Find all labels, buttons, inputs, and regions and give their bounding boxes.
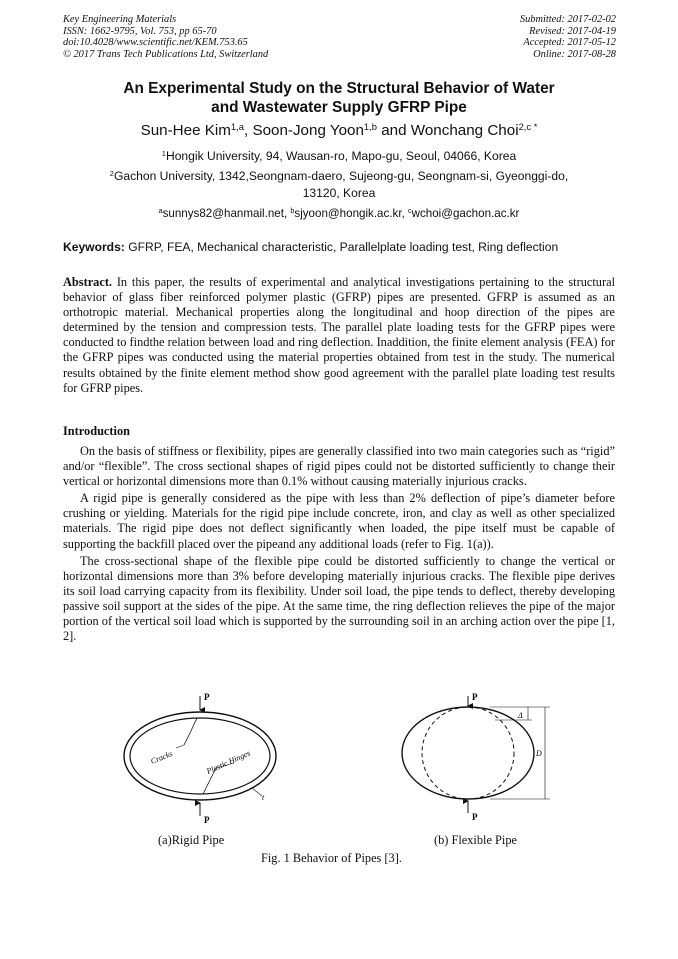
author-1: Sun-Hee Kim [140,122,231,139]
plastic-hinges-label: Plastic Hinges [205,748,252,776]
figure-caption: Fig. 1 Behavior of Pipes [3]. [261,851,402,865]
paragraph-3: The cross-sectional shape of the flexible pipe could be distorted sufficiently to change the vertical or horizontal dimensions more than 3% before developing materially injurious cracks. The flexible pipe derives its soil load carrying capacity from its flexibility. Under soil load, the pipe tends to deflect, thereby developing passive soil support at the sides of the pipe. At the same time, the ring deflection relieves the pipe of the major portion of the vertical soil load which is supported by the surrounding soil in an arching action over the pipe [1, 2]. [63,553,615,644]
journal-info [63,14,268,60]
paper-title [63,80,615,117]
keywords-text: GFRP, FEA, Mechanical characteristic, Parallelplate loading test, Ring deflection [124,240,559,254]
paragraph-1: On the basis of stiffness or flexibility, pipes are generally classified into two main categories such as “rigid” and/or “flexible”. The cross sectional shapes of rigid pipes could not be distorted sufficiently to change their vertical or horizontal dimensions more than 0.1% without causing materially injurious cracks. [63,444,615,489]
affiliation-1-text: Hongik University, 94, Wausan-ro, Mapo-gu, Seoul, 04066, Korea [165,149,517,163]
top-load-label: P [204,692,210,702]
figure-1 [0,688,678,878]
abstract-label: Abstract. [63,275,113,289]
author-1-affiliation: 1,a [230,120,244,132]
abstract-text: In this paper, the results of experimental and analytical investigations pertaining to the structural behavior of glass fiber reinforced polymer plastic (GFRP) pipes are presented. GFRP is assumed as an orthotropic material. Mechanical properties along the longitudinal and hoop direction of the pipes are determined by the tension and compression tests. The parallel plate loading tests for the GFRP pipes were conducted to findthe relation between load and ring deflection. Inaddition, the finite element analysis (FEA) for the GFRP pipes was conducted using the material properties obtained from test in the study. The numerical results obtained by the finite element method show good agreement with the parallel plate loading test results for GFRP pipes. [63,275,615,395]
email-a-marker: a [158,206,163,216]
author-2-affiliation: 1,b [363,120,377,132]
title-line-1: An Experimental Study on the Structural Behavior of Water [123,80,555,97]
rigid-pipe-diagram [124,692,276,825]
section-heading-introduction: Introduction [63,424,130,438]
rigid-pipe-outer-wall [124,712,276,800]
journal-issn: ISSN: 1662-9795, Vol. 753, pp 65-70 [63,25,217,37]
email-b-marker: b [290,206,295,216]
pipe-behavior-diagram [0,688,678,833]
author-3: and Wonchang Choi [377,122,519,139]
thickness-label: t [262,793,265,802]
flex-bottom-load-label: P [472,812,478,822]
journal-copyright: © 2017 Trans Tech Publications Ltd, Switzerland [63,48,269,60]
abstract [63,275,615,396]
keywords-label: Keywords: [63,240,125,254]
affiliation-2-line-1: Gachon University, 1342,Seongnam-daero, Sujeong-gu, Seongnam-si, Gyeonggi-do, [113,169,569,183]
journal-name: Key Engineering Materials [63,14,177,25]
flex-top-load-label: P [472,692,478,702]
submission-dates [520,14,616,60]
revised-date: Revised: 2017-04-19 [529,25,616,37]
online-date: Online: 2017-08-28 [533,48,616,60]
affiliation-1-marker: 1 [161,148,166,158]
email-b: sjyoon@hongik.ac.kr, [294,207,408,220]
crack-line-top [184,718,197,745]
keywords [63,240,615,255]
affiliation-2 [63,168,615,201]
introduction-body [63,444,615,646]
author-list [63,122,615,140]
email-a: sunnys82@hanmail.net, [162,207,291,220]
caption-rigid-pipe: (a)Rigid Pipe [158,833,225,847]
author-2: , Soon-Jong Yoon [244,122,364,139]
title-line-2: and Wastewater Supply GFRP Pipe [211,98,467,116]
affiliation-1 [63,148,615,165]
bottom-load-label: P [204,815,210,825]
diameter-label: D [536,749,542,758]
flexible-pipe-diagram [402,692,550,822]
email-c: wchoi@gachon.ac.kr [411,207,520,220]
thickness-leader [252,788,262,796]
submitted-date: Submitted: 2017-02-02 [519,14,616,25]
affiliation-2-marker: 2 [109,168,114,178]
email-c-marker: c [407,206,412,216]
journal-doi: doi:10.4028/www.scientific.net/KEM.753.65 [63,37,248,49]
author-3-affiliation: 2,c * [518,120,538,132]
cracks-leader [176,745,184,748]
caption-flexible-pipe: (b) Flexible Pipe [434,833,517,847]
author-emails [63,206,615,221]
accepted-date: Accepted: 2017-05-12 [523,37,616,49]
delta-label: Δ [518,711,523,720]
paragraph-2: A rigid pipe is generally considered as the pipe with less than 2% deflection of pipe’s diameter before crushing or yielding. Materials for the rigid pipe include concrete, iron, and clay as well as other specialized materials. The rigid pipe does not deflect significantly when loaded, the pipe itself must be capable of supporting the backfill placed over the pipeand any additional loads (refer to Fig. 1(a)). [63,491,615,551]
cracks-label: Cracks [149,749,174,766]
affiliation-2-line-2: 13120, Korea [302,185,376,200]
original-pipe-shape [422,707,514,799]
